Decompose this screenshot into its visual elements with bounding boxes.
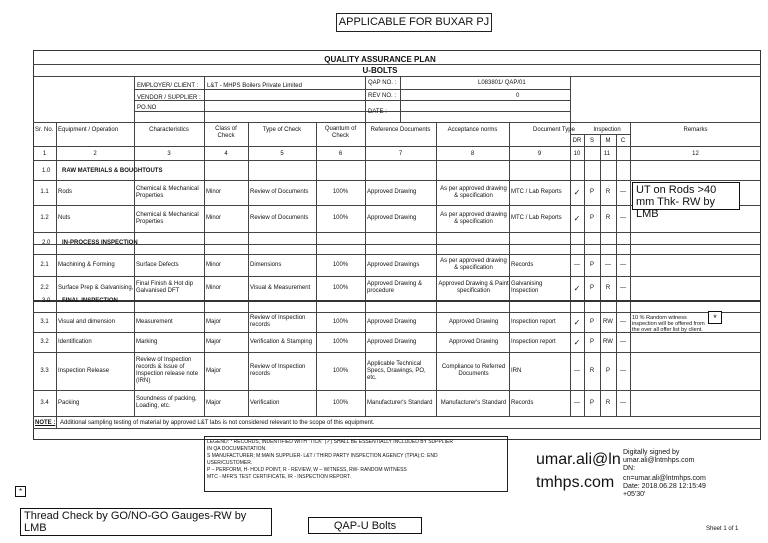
col-class: Class of Check [215, 126, 237, 139]
row-class: Major [206, 367, 222, 374]
row-class: Minor [206, 261, 222, 268]
row-remarks [632, 276, 706, 303]
qap-subtitle: U-BOLTS [362, 66, 398, 75]
col-inspection: Inspection [593, 127, 621, 133]
row-equipment: Visual and dimension [58, 318, 115, 325]
signature-detail-2: umar.ali@lntmhps.com [623, 457, 695, 464]
row-number: 1.1 [40, 189, 49, 195]
col-type: Type of Check [262, 127, 302, 133]
section-3-title: FINAL INSPECTION [62, 298, 118, 304]
col-m: M [605, 138, 611, 144]
star-callout-right: * [708, 311, 722, 324]
row-number: 3.4 [40, 399, 49, 406]
row-dr: ✓ [573, 283, 581, 293]
row-reference: Approved Drawing & procedure [367, 281, 423, 294]
column-number: 8 [470, 151, 475, 157]
row-s: P [589, 318, 594, 325]
row-m: R [605, 399, 611, 406]
row-equipment: Inspection Release [58, 367, 110, 374]
ut-callout: UT on Rods >40 mm Thk- RW by LMB [632, 182, 740, 210]
row-characteristics: Chemical & Mechanical Properties [136, 185, 199, 199]
row-type: Verification [250, 399, 280, 406]
column-number: 4 [224, 151, 228, 157]
row-dr: — [574, 399, 580, 406]
row-s: P [589, 261, 594, 268]
row-acceptance: Manufacturer's Standard [440, 399, 507, 406]
col-dr: DR [572, 138, 582, 144]
row-equipment: Identification [58, 338, 92, 345]
row-number: 1.2 [40, 215, 49, 221]
row-remarks [632, 352, 706, 393]
row-equipment: Rods [58, 189, 73, 195]
row-quantum: 100% [332, 367, 349, 374]
signature-detail-3: DN: [623, 465, 636, 472]
signature-name-2: tmhps.com [536, 474, 615, 491]
row-class: Major [206, 399, 222, 406]
row-c: — [620, 215, 626, 221]
row-reference: Approved Drawing [367, 318, 417, 325]
row-s: P [589, 399, 594, 406]
row-number: 3.3 [40, 367, 49, 374]
row-number: 3.1 [40, 318, 49, 325]
row-m: RW [603, 338, 613, 345]
row-type: Review of Documents [250, 215, 309, 221]
signature-detail-1: Digitally signed by [623, 449, 680, 456]
row-s: P [589, 215, 594, 221]
col-quantum: Quantum of Check [324, 126, 357, 139]
section-1-no: 1.0 [42, 168, 51, 174]
row-reference: Approved Drawing [367, 338, 417, 345]
row-reference: Approved Drawing [367, 189, 417, 195]
row-characteristics: Final Finish & Hot dip Galvanised DFT [136, 281, 194, 294]
row-equipment: Machining & Forming [58, 261, 115, 268]
col-doctype: Document Type [533, 127, 575, 133]
section-2-title: IN-PROCESS INSPECTION [62, 240, 138, 246]
row-reference: Manufacturer's Standard [367, 399, 433, 406]
sheet-number: Sheet 1 of 1 [706, 526, 739, 532]
row-reference: Approved Drawing [367, 215, 417, 221]
row-s: P [589, 284, 594, 291]
row-document-type: Records [511, 399, 534, 406]
column-number: 9 [537, 151, 542, 157]
row-acceptance: As per approved drawing & specification [440, 185, 507, 199]
date-label: DATE : [368, 109, 387, 115]
signature-detail-4: cn=umar.ali@lntmhps.com [623, 475, 706, 482]
qap-title: QUALITY ASSURANCE PLAN [324, 55, 436, 64]
row-remarks: 10 % Random witness inspection will be offered from the over all offer list by client. [632, 315, 705, 333]
column-number: 7 [398, 151, 403, 157]
row-class: Minor [206, 284, 222, 291]
row-s: P [589, 189, 594, 195]
column-number: 10 [573, 151, 581, 157]
applicable-text: APPLICABLE FOR BUXAR PJ [338, 16, 490, 28]
column-number: 1 [42, 151, 47, 157]
row-document-type: MTC / Lab Reports [511, 189, 562, 195]
row-document-type: Records [511, 261, 534, 268]
row-m: — [605, 261, 611, 268]
legend-line-3: S MANUFACTURER; M:MAIN SUPPLIER- L&T / THIRD PARTY INSPECTION AGENCY (TPIA);C: END [207, 453, 438, 459]
row-type: Dimensions [250, 261, 282, 268]
note-label: NOTE : [35, 420, 56, 426]
vendor-label: VENDOR / SUPPLIER : [137, 95, 201, 101]
legend-line-2: IN QA DOCUMENTATION. [207, 446, 267, 452]
column-number: 5 [280, 151, 284, 157]
signature-detail-6: +05'30' [623, 491, 646, 498]
row-class: Major [206, 338, 222, 345]
star-callout-left: * [15, 486, 26, 497]
row-number: 2.1 [40, 261, 49, 268]
row-dr: — [574, 261, 580, 268]
row-type: Visual & Measurement [250, 284, 311, 291]
row-dr: — [574, 367, 580, 374]
row-characteristics: Chemical & Mechanical Properties [136, 211, 199, 225]
employer-label: EMPLOYER/ CLIENT : [137, 83, 199, 89]
column-number: 12 [692, 151, 699, 157]
legend-line-6: MTC - MFR'S TEST CERTIFICATE, IR - INSPECTION REPORT. [207, 474, 351, 480]
section-3-no: 3.0 [42, 298, 51, 304]
employer-value: L&T - MHPS Boilers Private Limited [207, 83, 302, 89]
row-quantum: 100% [332, 318, 349, 325]
thread-callout: Thread Check by GO/NO-GO Gauges-RW by LMB [20, 508, 272, 536]
row-quantum: 100% [332, 189, 349, 195]
row-remarks [632, 390, 706, 419]
row-c: — [620, 318, 626, 325]
row-m: R [605, 215, 611, 221]
row-m: R [605, 189, 611, 195]
row-acceptance: Approved Drawing [448, 338, 499, 345]
rev-label: REV NO. : [368, 93, 397, 99]
col-c: C [620, 138, 626, 144]
row-equipment: Nuts [58, 215, 71, 221]
col-reference: Reference Documents [370, 127, 431, 133]
row-document-type: MTC / Lab Reports [511, 215, 562, 221]
row-dr: ✓ [573, 188, 581, 197]
legend-line-4: USER/CUSTOMER. [207, 460, 253, 466]
section-1-title: RAW MATERIALS & BOUGHTOUTS [62, 168, 163, 174]
row-s: R [589, 367, 595, 374]
row-reference: Approved Drawings [367, 261, 420, 268]
col-acceptance: Acceptance norms [447, 127, 498, 133]
row-c: — [620, 189, 626, 195]
column-number: 3 [167, 151, 171, 157]
signature-name-1: umar.ali@ln [536, 451, 621, 468]
column-number: 2 [93, 151, 97, 157]
qap-value: L083801/ QAP/01 [478, 80, 526, 86]
row-type: Review of Inspection records [250, 315, 306, 328]
col-remarks: Remarks [683, 127, 708, 133]
row-characteristics: Measurement [136, 318, 173, 325]
row-characteristics: Marking [136, 338, 158, 345]
row-characteristics: Surface Defects [136, 261, 179, 268]
qap-label: QAP NO. : [368, 80, 397, 86]
col-s: S [589, 138, 594, 144]
row-number: 3.2 [40, 338, 49, 345]
po-label: PO.NO [137, 105, 157, 111]
row-document-type: Galvanising Inspection [511, 281, 543, 294]
row-class: Minor [206, 215, 222, 221]
row-c: — [620, 284, 626, 291]
row-equipment: Surface Prep & Galvanising, [58, 284, 134, 291]
row-c: — [620, 367, 626, 374]
col-characteristics: Characteristics [149, 127, 189, 133]
row-dr: ✓ [573, 337, 581, 347]
row-c: — [620, 338, 626, 345]
row-acceptance: As per approved drawing & specification [440, 211, 507, 225]
row-type: Review of Documents [250, 189, 309, 195]
rev-value: 0 [516, 93, 520, 99]
row-number: 2.2 [40, 284, 49, 291]
row-acceptance: Approved Drawing & Paint specification [438, 281, 509, 294]
section-2-no: 2.0 [42, 240, 51, 246]
row-quantum: 100% [332, 284, 349, 291]
row-quantum: 100% [332, 261, 349, 268]
row-s: P [589, 338, 594, 345]
row-m: R [605, 284, 611, 291]
legend-line-1: LEGEND: * RECORDS, INDENTIFIED WITH "TICK" (✓) SHALL BE ESSENTIALLY INCLUDED BY SUPPLIER [207, 439, 453, 445]
col-equipment: Equipment / Operation [58, 127, 119, 133]
row-c: — [620, 261, 626, 268]
row-document-type: IRN [511, 367, 522, 374]
row-acceptance: Approved Drawing [448, 318, 499, 325]
row-document-type: Inspection report [511, 338, 556, 345]
row-m: P [605, 367, 610, 374]
qap-callout: QAP-U Bolts [308, 517, 422, 534]
row-characteristics: Review of Inspection records & Issue of Inspection release note (IRN) [136, 357, 199, 384]
row-type: Verification & Stamping [250, 338, 313, 345]
row-m: RW [603, 318, 613, 325]
note-text: Additional sampling testing of material by approved L&T labs is not considered relevant to the scope of this equipment. [60, 420, 375, 426]
col-srno: Sr. No. [35, 127, 54, 133]
row-quantum: 100% [332, 215, 349, 221]
row-c: — [620, 399, 626, 406]
row-equipment: Packing [58, 399, 80, 406]
column-number: 6 [338, 151, 343, 157]
row-document-type: Inspection report [511, 318, 556, 325]
row-dr: ✓ [573, 317, 581, 327]
row-acceptance: As per approved drawing & specification [440, 258, 507, 271]
column-number: 11 [603, 151, 611, 157]
row-reference: Applicable Technical Specs, Drawings, PO, etc. [367, 360, 426, 381]
row-characteristics: Soundness of packing, Loading, etc. [136, 396, 197, 409]
row-quantum: 100% [332, 399, 349, 406]
row-type: Review of Inspection records [250, 364, 306, 377]
applicable-box [336, 13, 492, 32]
row-quantum: 100% [332, 338, 349, 345]
signature-detail-5: Date: 2018.06.28 12:15:49 [623, 483, 706, 490]
row-dr: ✓ [573, 214, 581, 223]
row-class: Minor [206, 189, 222, 195]
row-class: Major [206, 318, 222, 325]
row-acceptance: Compliance to Referred Documents [441, 364, 506, 377]
legend-line-5: P – PERFORM, H- HOLD POINT, R - REVIEW, W – WITNESS, RW- RANDOM WITNESS [207, 467, 407, 473]
